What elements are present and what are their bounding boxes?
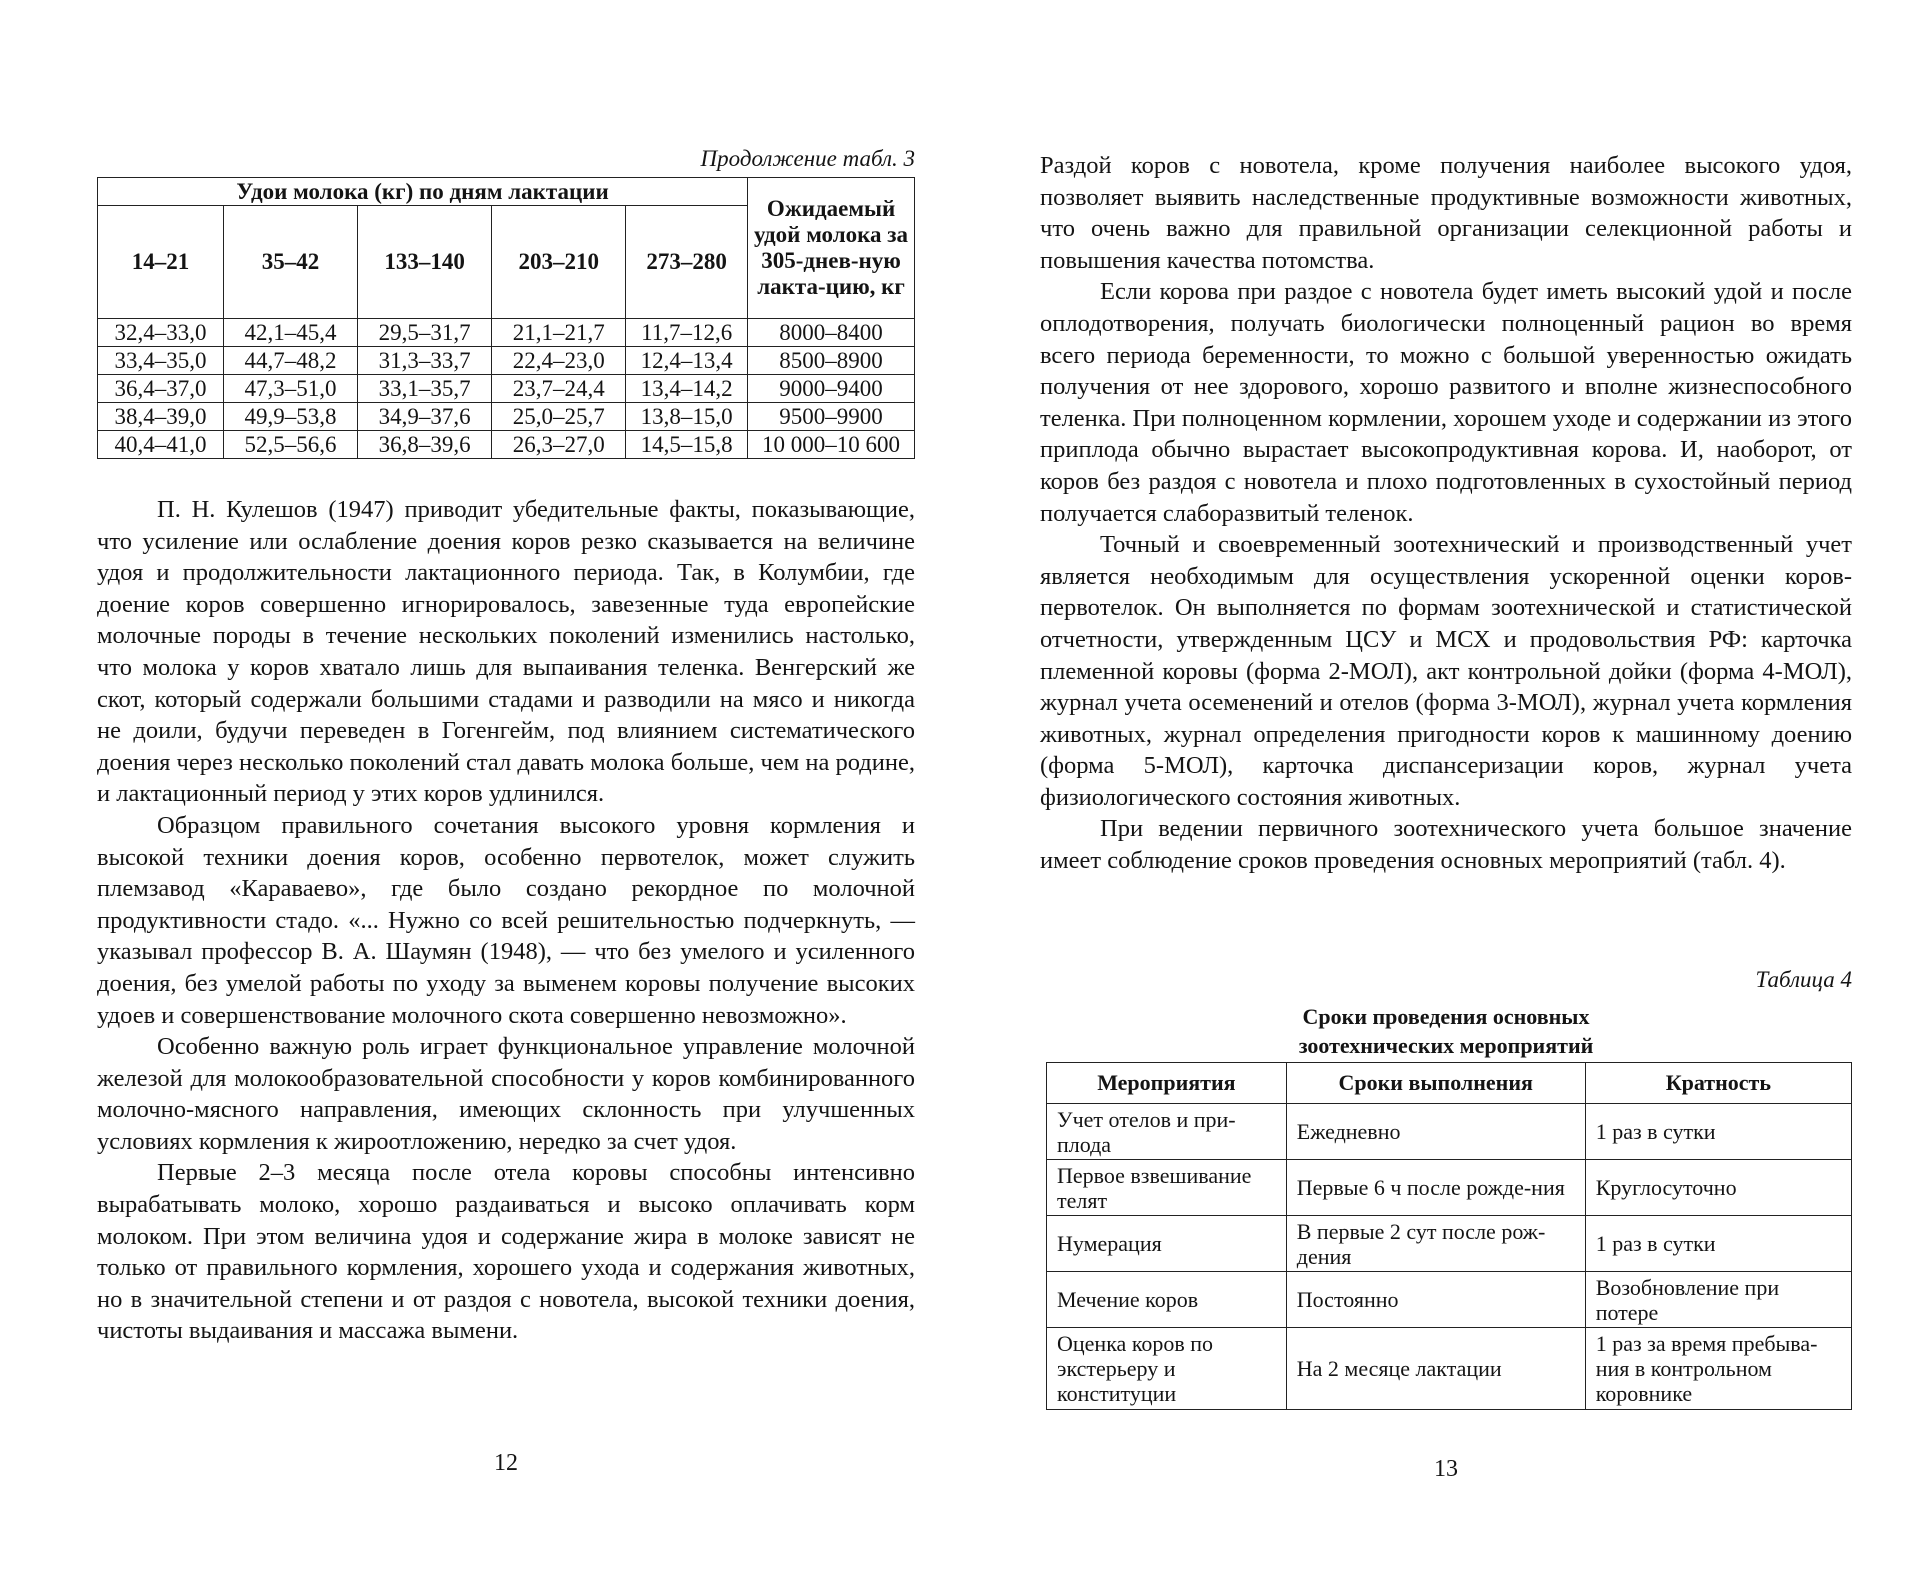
left-body-text <box>97 494 915 1347</box>
table-cell: 47,3–51,0 <box>223 375 357 403</box>
col-header: 273–280 <box>626 206 748 319</box>
table-title <box>1040 1002 1852 1060</box>
table-cell: 31,3–33,7 <box>358 347 492 375</box>
table-cell: 21,1–21,7 <box>492 319 626 347</box>
table-row <box>1047 1104 1852 1160</box>
paragraph: П. Н. Кулешов (1947) приводит убедительные факты, показывающие, что усиление или ослабление доения коров резко сказывается на величине удоя и продолжительности лактационного периода. Так, в Колумбии, где доение коров совершенно игнорировалось, завезенные туда европейские молочные породы в течение нескольких поколений изменились настолько, что молока у коров хватало лишь для выпаивания теленка. Венгерский же скот, который содержали большими стадами и разводили на мясо и никогда не доили, будучи переведен в Гогенгейм, под влиянием систематического доения через несколько поколений стал давать молока больше, чем на родине, и лактационный период у этих коров удлинился. <box>97 496 915 808</box>
table-cell: Учет отелов и при-плода <box>1047 1104 1287 1160</box>
table-cell: 12,4–13,4 <box>626 347 748 375</box>
col-header: Мероприятия <box>1047 1063 1287 1104</box>
table-cell: 33,1–35,7 <box>358 375 492 403</box>
page-number: 13 <box>1434 1456 1458 1482</box>
table-cell: Мечение коров <box>1047 1272 1287 1328</box>
table-cell: Возобновление при потере <box>1585 1272 1851 1328</box>
table-row <box>1047 1216 1852 1272</box>
table-cell: Нумерация <box>1047 1216 1287 1272</box>
paragraph: Образцом правильного сочетания высокого уровня кормления и высокой техники доения коров, особенно первотелок, может служить племзавод «Караваево», где было создано рекордное по молочной продуктивности стадо. «... Нужно со всей решительностью подчеркнуть, — указывал профессор В. А. Шаумян (1948), — что без умелого и усиленного доения, без умелой работы по уходу за выменем коровы получение высоких удоев и совершенствование молочного скота совершенно невозможно». <box>97 811 915 1029</box>
table-cell: 29,5–31,7 <box>358 319 492 347</box>
table-row <box>1047 1160 1852 1216</box>
table-cell: 8500–8900 <box>748 347 915 375</box>
table-cell: 8000–8400 <box>748 319 915 347</box>
paragraph: Если корова при раздое с новотела будет иметь высокий удой и после оплодотворения, получать биологически полноценный рацион во время всего периода беременности, то можно с большой уверенностью ожидать получения от нее здорового, хорошо развитого и вполне жизнеспособного теленка. При полноценном кормлении, хорошем уходе и содержании из этого приплода обычно вырастает высокопродуктивная корова. И, наоборот, от коров без раздоя с новотела и плохо подготовленных в сухостойный период получается слаборазвитый теленок. <box>1040 278 1852 527</box>
table-cell: 23,7–24,4 <box>492 375 626 403</box>
page-number: 12 <box>494 1450 518 1476</box>
table-cell: 40,4–41,0 <box>98 431 224 459</box>
table-continuation-caption: Продолжение табл. 3 <box>700 146 915 171</box>
table-cell: 36,8–39,6 <box>358 431 492 459</box>
table-cell: 33,4–35,0 <box>98 347 224 375</box>
paragraph: Раздой коров с новотела, кроме получения наиболее высокого удоя, позволяет выявить наследственные продуктивные возможности животных, что очень важно для правильной организации селекционной работы и повышения качества потомства. <box>1040 152 1852 274</box>
table-row <box>98 431 915 459</box>
table-cell: 42,1–45,4 <box>223 319 357 347</box>
paragraph: При ведении первичного зоотехнического учета большое значение имеет соблюдение сроков проведения основных мероприятий (табл. 4). <box>1040 815 1852 875</box>
milk-yield-table <box>97 177 915 459</box>
table-cell: Постоянно <box>1286 1272 1585 1328</box>
table-cell: 13,8–15,0 <box>626 403 748 431</box>
left-page <box>97 0 915 1576</box>
table-cell: На 2 месяце лактации <box>1286 1328 1585 1410</box>
table-title-line: Сроки проведения основных <box>1302 1004 1590 1029</box>
table-label: Таблица 4 <box>1755 967 1852 992</box>
table-cell: 13,4–14,2 <box>626 375 748 403</box>
col-header: 14–21 <box>98 206 224 319</box>
table-cell: 32,4–33,0 <box>98 319 224 347</box>
paragraph: Точный и своевременный зоотехнический и производственный учет является необходимым для осуществления ускоренной оценки коров-первотелок. Он выполняется по формам зоотехнической и статистической отчетности, утвержденным ЦСУ и МСХ и продовольствия РФ: карточка племенной коровы (форма 2-МОЛ), акт контрольной дойки (форма 4-МОЛ), журнал учета осеменений и отелов (форма 3-МОЛ), журнал учета кормления животных, журнал определения пригодности коров к машинному доению (форма 5-МОЛ), карточка диспансеризации коров, журнал учета физиологического состояния животных. <box>1040 531 1852 811</box>
paragraph: Первые 2–3 месяца после отела коровы способны интенсивно вырабатывать молоко, хорошо раздаиваться и высоко оплачивать корм молоком. При этом величина удоя и содержание жира в молоке зависят не только от правильного кормления, хорошего ухода и содержания животных, но в значительной степени и от раздоя с новотела, высокой техники доения, чистоты выдаивания и массажа вымени. <box>97 1159 915 1345</box>
table-cell: 10 000–10 600 <box>748 431 915 459</box>
table-cell: 52,5–56,6 <box>223 431 357 459</box>
table-cell: 9000–9400 <box>748 375 915 403</box>
table-cell: 26,3–27,0 <box>492 431 626 459</box>
col-header: 35–42 <box>223 206 357 319</box>
table-cell: Первое взвешивание телят <box>1047 1160 1287 1216</box>
table-cell: 14,5–15,8 <box>626 431 748 459</box>
col-header: Кратность <box>1585 1063 1851 1104</box>
table-cell: 38,4–39,0 <box>98 403 224 431</box>
table-cell: Ежедневно <box>1286 1104 1585 1160</box>
table-cell: 9500–9900 <box>748 403 915 431</box>
table-row <box>98 375 915 403</box>
table-cell: Оценка коров по экстерьеру и конституции <box>1047 1328 1287 1410</box>
col-header: 203–210 <box>492 206 626 319</box>
table-cell: 49,9–53,8 <box>223 403 357 431</box>
table-row <box>98 319 915 347</box>
table-cell: 1 раз в сутки <box>1585 1104 1851 1160</box>
table-row <box>1047 1272 1852 1328</box>
table-cell: 11,7–12,6 <box>626 319 748 347</box>
table-cell: Первые 6 ч после рожде-ния <box>1286 1160 1585 1216</box>
col-header: Сроки выполнения <box>1286 1063 1585 1104</box>
schedule-table <box>1046 1062 1852 1410</box>
table-cell: В первые 2 сут после рож-дения <box>1286 1216 1585 1272</box>
col-header: 133–140 <box>358 206 492 319</box>
paragraph: Особенно важную роль играет функциональное управление молочной железой для молокообразовательной способности у коров комбинированного молочно-мясного направления, имеющих склонность при улучшенных условиях кормления к жироотложению, нередко за счет удоя. <box>97 1033 915 1155</box>
table-group-header: Удои молока (кг) по дням лактации <box>98 178 748 206</box>
table-cell: Круглосуточно <box>1585 1160 1851 1216</box>
table-cell: 36,4–37,0 <box>98 375 224 403</box>
expected-yield-header: Ожидаемый удой молока за 305-днев-ную лакта-цию, кг <box>748 178 915 319</box>
table-row <box>98 347 915 375</box>
table-cell: 1 раз в сутки <box>1585 1216 1851 1272</box>
right-page <box>1040 0 1852 1576</box>
table-row <box>1047 1328 1852 1410</box>
table-cell: 25,0–25,7 <box>492 403 626 431</box>
table-row <box>98 403 915 431</box>
table-cell: 44,7–48,2 <box>223 347 357 375</box>
table-cell: 1 раз за время пребыва-ния в контрольном коровнике <box>1585 1328 1851 1410</box>
table-cell: 34,9–37,6 <box>358 403 492 431</box>
right-body-text <box>1040 150 1852 877</box>
table-title-line: зоотехнических мероприятий <box>1298 1033 1594 1058</box>
table-cell: 22,4–23,0 <box>492 347 626 375</box>
